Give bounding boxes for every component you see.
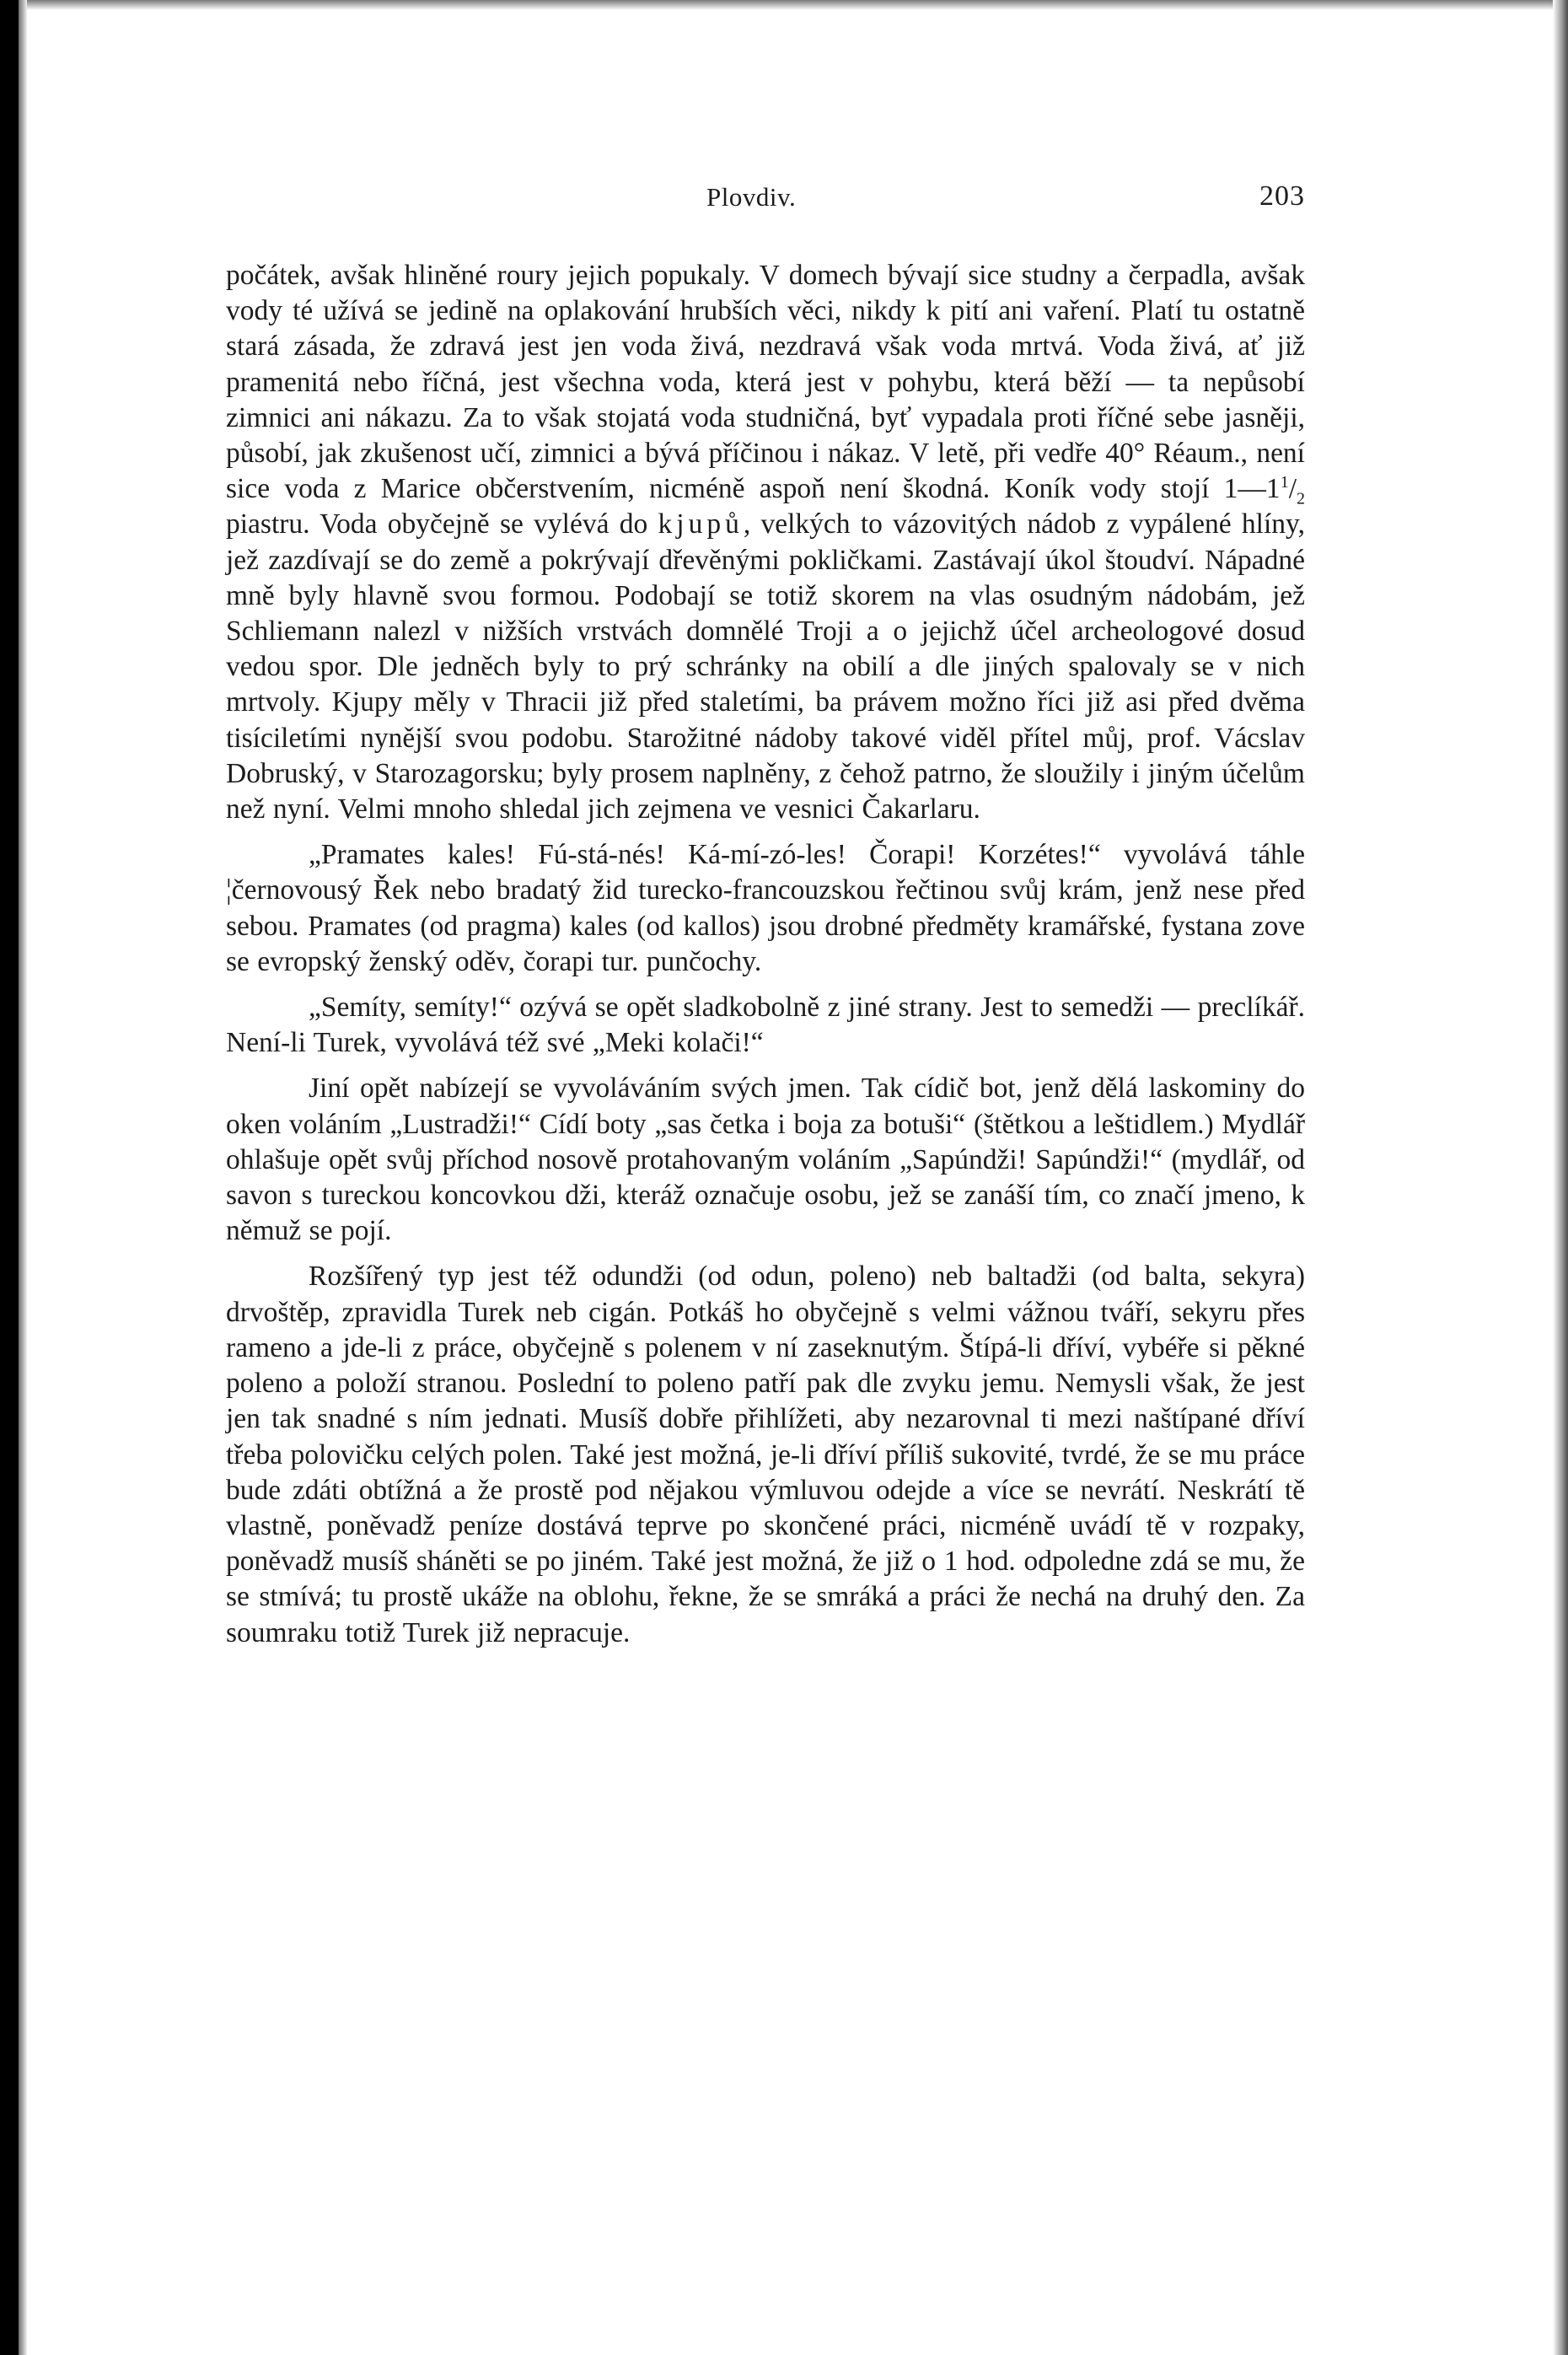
page-number: 203 — [1259, 180, 1305, 212]
fraction-numerator: 1 — [1280, 473, 1289, 492]
paragraph-2: „Pramates kales! Fú-stá-nés! Ká-mí-zó-les! Čorapi! Korzétes!“ vyvolává táhle ¦černovousý Řek nebo bradatý žid turecko-francouzskou řečtinou svůj krám, jenž nese před sebou. Pramates (od pragma) kales (od kallos) jsou drobné předměty kramářské, fystana zove se evropský ženský oděv, čorapi tur. punčochy. — [226, 839, 1305, 977]
spaced-term-kjupu: kjupů — [658, 508, 744, 540]
page-title: Plovdiv. — [706, 182, 797, 212]
paragraph-1-part-a: počátek, avšak hliněné roury jejich popukaly. V domech bývají sice studny a čerpadla, avšak vody té užívá se jedině na oplakování hrubších věci, nikdy k pití ani vaření. Platí tu ostatně stará zásada, že zdravá jest jen voda živá, nezdravá však voda mrtvá. Voda živá, ať již pramenitá nebo říčná, jest všechna voda, která jest v pohybu, která běží — ta nepůsobí zimnici ani nákazu. Za to však stojatá voda studničná, byť vypadala proti říčné sebe jasněji, působí, jak zkušenost učí, zimnici a bývá příčinou i nákaz. V letě, při vedře 40° Réaum., není sice voda z Marice občerstvením, nicméně aspoň není škodná. Koník vody stojí 1—1 — [226, 260, 1305, 505]
paragraph-5: Rozšířený typ jest též odundži (od odun, poleno) neb baltadži (od balta, sekyra) drvoštěp, zpravidla Turek neb cigán. Potkáš ho obyčejně s velmi vážnou tváří, sekyru přes rameno a jde-li z práce, obyčejně s polenem v ní zaseknutým. Štípá-li dříví, vybéře si pěkné poleno a položí stranou. Poslední to poleno patří pak dle zvyku jemu. Nemysli však, že jest jen tak snadné s ním jednati. Musíš dobře přihlížeti, aby nezarovnal ti mezi naštípané dříví třeba polovičku celých polen. Také jest možná, je-li dříví příliš sukovité, tvrdé, že se mu práce bude zdáti obtížná a že prostě pod nějakou výmluvou odejde a více se nevrátí. Neskrátí tě vlastně, poněvadž peníze dostává teprve po skončené práci, nicméně uvádí tě v rozpaky, poněvadž musíš sháněti se po jiném. Také jest možná, že již o 1 hod. odpoledne zdá se mu, že se stmívá; tu prostě ukáže na oblohu, řekne, že se smráká a práci že nechá na druhý den. Za soumraku totiž Turek již nepracuje. — [226, 1261, 1305, 1648]
paragraph-1-part-c: , velkých to vázovitých nádob z vypálené hlíny, jež zazdívají se do země a pokrývají dřevěnými pokličkami. Zastávají úkol štoudví. Nápadné mně byly hlavně svou formou. Podobají se totiž skorem na vlas osudným nádobám, jež Schliemann nalezl v nižších vrstvách domnělé Troji a o jejichž účel archeologové dosud vedou spor. Dle jedněch byly to prý schránky na obilí a dle jiných spalovaly se v nich mrtvoly. Kjupy měly v Thracii již před staletími, ba právem možno říci již asi před dvěma tisíciletími nynější svou podobu. Starožitné nádoby takové viděl přítel můj, prof. Vácslav Dobruský, v Starozagorsku; byly prosem naplněny, z čehož patrno, že sloužily i jiným účelům než nyní. Velmi mnoho shledal jich zejmena ve vesnici Čakarlaru. — [226, 508, 1305, 825]
paragraph-1 — [226, 258, 1305, 827]
scan-edge-top — [0, 0, 1568, 10]
scan-border-left — [0, 0, 19, 2355]
paragraph-1-part-b: piastru. Voda obyčejně se vylévá do — [226, 508, 658, 540]
body-text — [226, 258, 1305, 1651]
fraction-denominator: 2 — [1297, 489, 1305, 508]
book-page — [226, 169, 1305, 1651]
scan-edge-right — [1553, 0, 1568, 2355]
fraction-one-half: $^1/_2$ — [1280, 473, 1305, 508]
running-head — [226, 169, 1305, 211]
scan-edge-left — [19, 0, 27, 2355]
paragraph-3: „Semíty, semíty!“ ozývá se opět sladkobolně z jiné strany. Jest to semedži — preclíkář. Není-li Turek, vyvolává též své „Meki kolači!“ — [226, 992, 1305, 1059]
paragraph-4: Jiní opět nabízejí se vyvoláváním svých jmen. Tak cídič bot, jenž dělá laskominy do oken voláním „Lustradži!“ Cídí boty „sas četka i boja za botuši“ (štětkou a leštidlem.) Mydlář ohlašuje opět svůj příchod nosově protahovaným voláním „Sapúndži! Sapúndži!“ (mydlář, od savon s tureckou koncovkou dži, kteráž označuje osobu, jež se zanáší tím, co značí jmeno, k němuž se pojí. — [226, 1073, 1305, 1247]
